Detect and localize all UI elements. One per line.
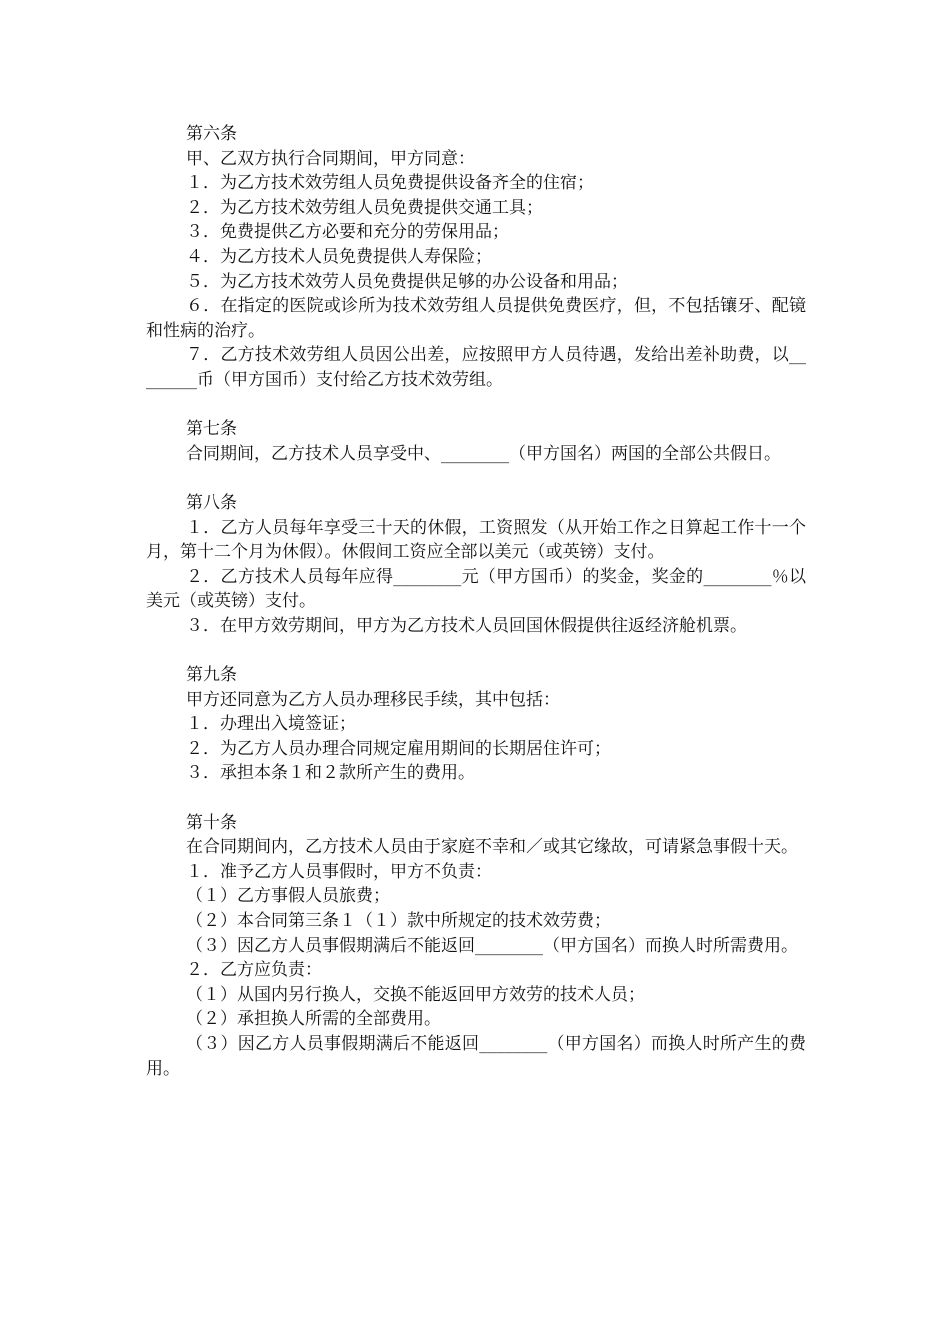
article-heading: 第六条 (186, 124, 237, 144)
paragraph: （２）承担换人所需的全部费用。 (186, 1009, 441, 1030)
paragraph: １．办理出入境签证； (186, 714, 356, 735)
paragraph: １．为乙方技术效劳组人员免费提供设备齐全的住宿； (186, 173, 594, 194)
paragraph: ７．乙方技术效劳组人员因公出差，应按照甲方人员待遇，发给出差补助费，以________币（甲方国币）支付给乙方技术效劳组。 (146, 345, 806, 390)
paragraph: （３）因乙方人员事假期满后不能返回________（甲方国名）而换人时所需费用。 (186, 935, 798, 956)
paragraph: （１）乙方事假人员旅费； (186, 886, 390, 907)
paragraph: （３）因乙方人员事假期满后不能返回________（甲方国名）而换人时所产生的费用。 (146, 1033, 806, 1079)
paragraph: ４．为乙方技术人员免费提供人寿保险； (186, 246, 492, 267)
paragraph: １．乙方人员每年享受三十天的休假，工资照发（从开始工作之日算起工作十一个月，第十二个月为休假）。休假间工资应全部以美元（或英镑）支付。 (146, 517, 806, 563)
paragraph: 甲方还同意为乙方人员办理移民手续，其中包括： (186, 689, 560, 710)
article-8 (146, 491, 806, 639)
paragraph: （２）本合同第三条１（１）款中所规定的技术效劳费； (186, 911, 611, 931)
article-10 (146, 811, 806, 1082)
paragraph: １．准予乙方人员事假时，甲方不负责： (186, 861, 492, 882)
paragraph: ２．乙方应负责： (186, 960, 322, 981)
article-heading: 第十条 (186, 812, 237, 833)
paragraph: 在合同期间内，乙方技术人员由于家庭不幸和／或其它缘故，可请紧急事假十天。 (186, 837, 798, 858)
paragraph: ５．为乙方技术效劳人员免费提供足够的办公设备和用品； (186, 271, 628, 292)
paragraph: ２．为乙方技术效劳组人员免费提供交通工具； (186, 197, 543, 218)
paragraph: 甲、乙双方执行合同期间，甲方同意： (186, 148, 475, 169)
paragraph: ３．免费提供乙方必要和充分的劳保用品； (186, 222, 509, 243)
paragraph: （１）从国内另行换人，交换不能返回甲方效劳的技术人员； (186, 984, 645, 1005)
paragraph: ２．乙方技术人员每年应得________元（甲方国币）的奖金，奖金的________％以美元（或英镑）支付。 (146, 566, 806, 612)
article-7 (146, 417, 806, 466)
paragraph: ３．承担本条１和２款所产生的费用。 (186, 763, 475, 784)
paragraph: ２．为乙方人员办理合同规定雇用期间的长期居住许可； (186, 738, 611, 759)
article-9 (146, 663, 806, 786)
document-page (146, 122, 806, 1081)
article-heading: 第九条 (186, 665, 237, 686)
paragraph: ６．在指定的医院或诊所为技术效劳组人员提供免费医疗，但，不包括镶牙、配镜和性病的治疗。 (146, 296, 806, 341)
paragraph: 合同期间，乙方技术人员享受中、________（甲方国名）两国的全部公共假日。 (186, 443, 781, 464)
article-heading: 第七条 (186, 419, 237, 440)
article-heading: 第八条 (186, 492, 237, 513)
article-6 (146, 122, 806, 393)
paragraph: ３．在甲方效劳期间，甲方为乙方技术人员回国休假提供往返经济舱机票。 (186, 615, 747, 636)
